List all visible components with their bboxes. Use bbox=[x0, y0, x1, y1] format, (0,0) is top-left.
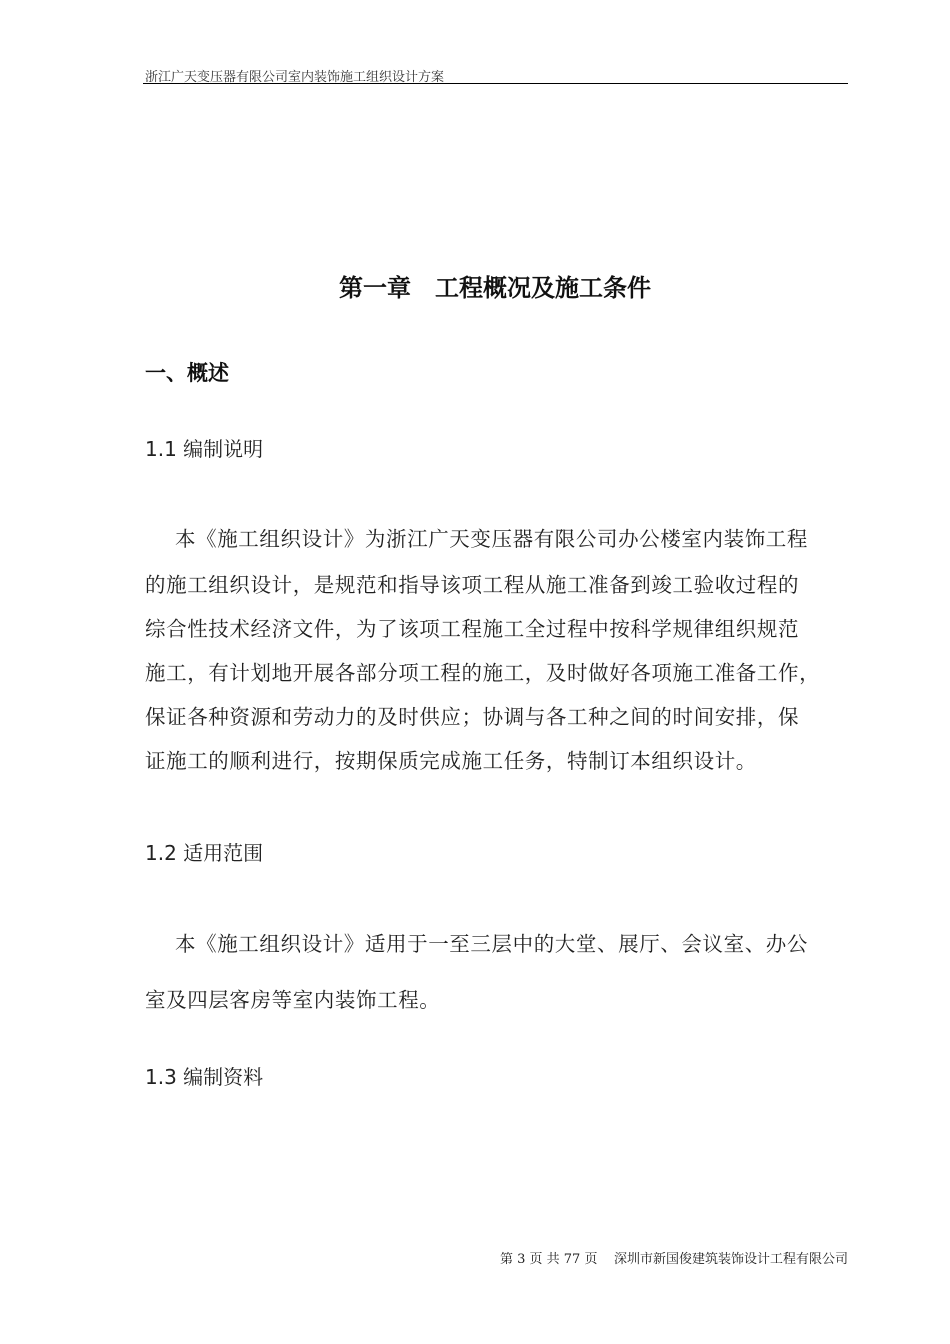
subsection-heading-1-1: 1.1 编制说明 bbox=[145, 437, 264, 461]
subsection-heading-1-3: 1.3 编制资料 bbox=[145, 1065, 264, 1089]
paragraph-line: 保证各种资源和劳动力的及时供应；协调与各工种之间的时间安排，保 bbox=[145, 705, 800, 729]
subsection-1-2-paragraph bbox=[145, 927, 850, 1027]
footer-page-info: 第 3 页 共 77 页 bbox=[499, 1252, 598, 1267]
paragraph-line: 室及四层客房等室内装饰工程。 bbox=[145, 988, 441, 1012]
paragraph-line: 的施工组织设计，是规范和指导该项工程从施工准备到竣工验收过程的 bbox=[145, 573, 800, 597]
paragraph-line: 本《施工组织设计》适用于一至三层中的大堂、展厅、会议室、办公 bbox=[175, 932, 808, 956]
subsection-heading-1-2: 1.2 适用范围 bbox=[145, 841, 264, 865]
page-footer bbox=[500, 1248, 848, 1267]
paragraph-line: 证施工的顺利进行，按期保质完成施工任务，特制订本组织设计。 bbox=[145, 749, 757, 773]
chapter-title: 第一章 工程概况及施工条件 bbox=[339, 273, 651, 302]
footer-company: 深圳市新国俊建筑装饰设计工程有限公司 bbox=[613, 1252, 848, 1267]
header-divider bbox=[143, 83, 848, 84]
section-heading: 一、概述 bbox=[145, 360, 229, 385]
page-header-title: 浙江广天变压器有限公司室内装饰施工组织设计方案 bbox=[145, 70, 445, 85]
paragraph-line: 施工，有计划地开展各部分项工程的施工，及时做好各项施工准备工作， bbox=[145, 661, 821, 685]
subsection-1-1-paragraph bbox=[145, 522, 850, 788]
paragraph-line: 本《施工组织设计》为浙江广天变压器有限公司办公楼室内装饰工程 bbox=[175, 527, 808, 551]
paragraph-line: 综合性技术经济文件，为了该项工程施工全过程中按科学规律组织规范 bbox=[145, 617, 800, 641]
